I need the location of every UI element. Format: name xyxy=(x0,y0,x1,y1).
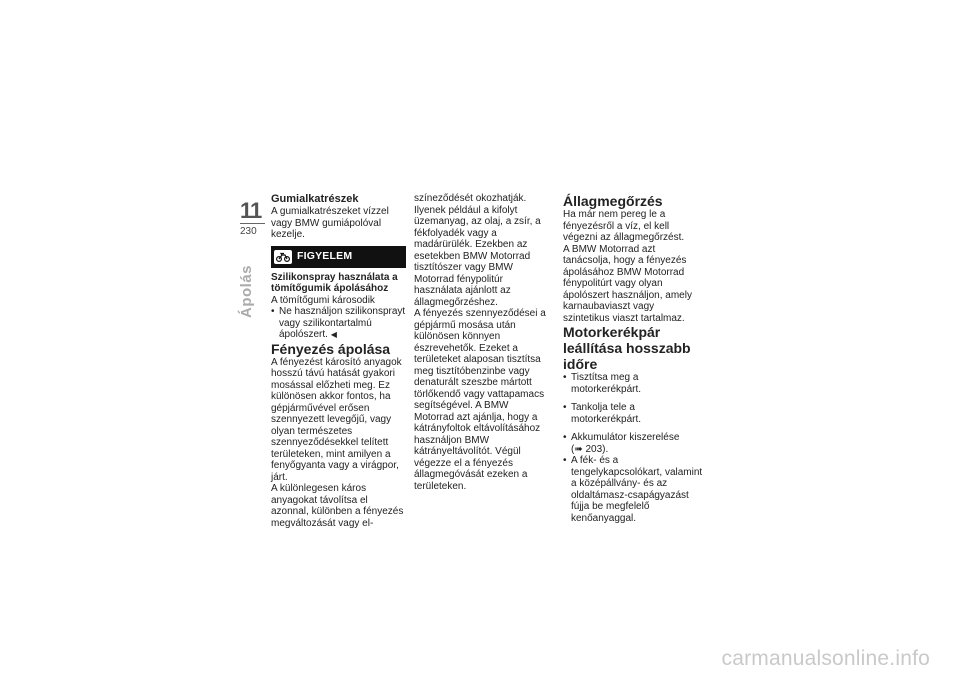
section-title-vertical: Ápolás xyxy=(238,264,255,318)
column-3 xyxy=(563,193,703,524)
page-reference: (➠ 203). xyxy=(571,443,609,455)
list-item: • Akkumulátor kiszerelése (➠ 203). xyxy=(563,432,703,455)
preservation-heading: Állagmegőrzés xyxy=(563,193,663,209)
warning-list xyxy=(271,306,406,341)
paint-care-text-4: A fényezés szennyeződései a gépjármű mosása után különösen könnyen észrevehetők. Ezeket a területeket alaposan tisztítsa meg tisztítóbenzinbe vagy denaturált szeszbe mártott törlőkendő vagy vattapamacs segítségével. A BMW Motorrad azt ajánlja, hogy a kátrányfoltok eltávolításához használjon BMW kátrányeltávolítót. Végül végezze el a fényezés állagmegóvását ezeken a területeken. xyxy=(414,308,546,492)
storage-list xyxy=(563,372,703,524)
chapter-tab xyxy=(240,200,265,238)
watermark: carmanualsonline.info xyxy=(721,647,930,670)
chapter-divider xyxy=(240,223,265,224)
preservation-text-1: Ha már nem pereg le a fényezésről a víz, el kell végezni az állagmegőrzést. xyxy=(563,209,685,243)
chapter-number: 11 xyxy=(240,198,262,223)
paint-care-text-1: A fényezést károsító anyagok hosszú távú hatását gyakori mosással előzheti meg. Ez különösen akkor fontos, ha gépjárművével erősen szennyezett levegőjű, vagy olyan természetes szennyeződésekkel telített területeken, mint amilyen a fenyőgyanta vagy a virágpor, járt. xyxy=(271,356,402,483)
storage-heading: Motorkerékpár leállítása hosszabb időre xyxy=(563,324,691,372)
paint-care-text-2: A különlegesen káros anyagokat távolítsa el azonnal, különben a fényezés megváltozását vagy el- xyxy=(271,483,404,529)
preservation-text-2: A BMW Motorrad azt tanácsolja, hogy a fényezés ápolásához BMW Motorrad fénypolitúrt vagy olyan ápolószert használjon, amely karnaubaviaszt vagy szintetikus viaszt tartalmaz. xyxy=(563,243,692,324)
warning-title: Szilikonspray használata a tömítőgumik ápolásához xyxy=(271,271,398,294)
paint-care-text-3: színeződését okozhatják. Ilyenek például a kifolyt üzemanyag, az olaj, a zsír, a fékfolyadék vagy a madárürülék. Ezekben az esetekben BMW Motorrad tisztítószer vagy BMW Motorrad fénypolitúr használata ajánlott az állagmegőrzéshez. xyxy=(414,193,541,308)
warning-motorcycle-icon xyxy=(274,250,292,264)
end-mark-icon: ◀ xyxy=(330,330,337,339)
paint-care-heading: Fényezés ápolása xyxy=(271,340,391,357)
column-1 xyxy=(271,193,406,529)
warning-text: A tömítőgumi károsodik xyxy=(271,294,375,306)
rubber-parts-text: A gumialkatrészeket vízzel vagy BMW gumiápolóval kezelje. xyxy=(271,206,389,240)
list-item: • A fék- és a tengelykapcsolókart, valamint a középállvány- és az oldaltámasz-csapágyazást fújja be megfelelő kenőanyaggal. xyxy=(563,455,703,524)
list-item: • Tisztítsa meg a motorkerékpárt. xyxy=(563,372,703,395)
list-item: • Ne használjon szilikonsprayt vagy szilikontartalmú ápolószert. ◀ xyxy=(271,306,406,341)
rubber-parts-heading: Gumialkatrészek xyxy=(271,193,359,205)
column-2 xyxy=(414,193,550,492)
warning-label: FIGYELEM xyxy=(297,249,353,262)
list-item: • Tankolja tele a motorkerékpárt. xyxy=(563,402,703,425)
page-number: 230 xyxy=(240,226,257,237)
warning-banner xyxy=(271,246,406,268)
